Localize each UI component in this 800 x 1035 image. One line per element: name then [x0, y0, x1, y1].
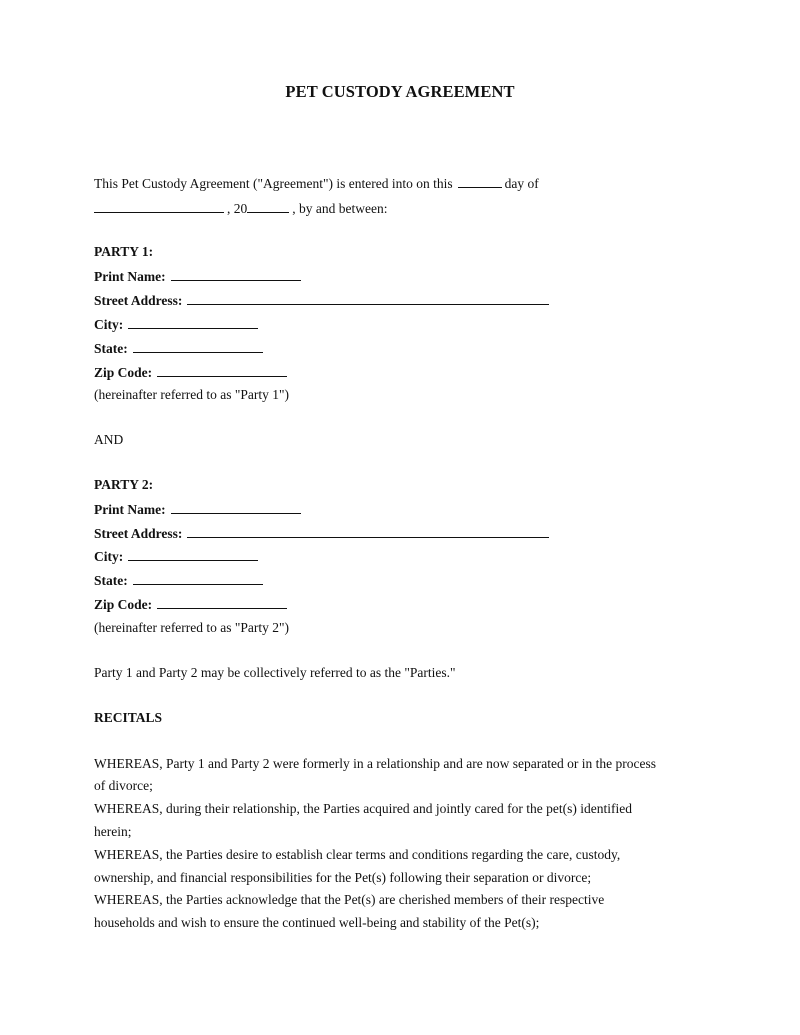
collective-statement: Party 1 and Party 2 may be collectively referred to as the "Parties." [94, 665, 456, 680]
day-blank[interactable] [458, 174, 502, 188]
party2-print-name-field[interactable] [171, 500, 301, 514]
party2-zip-field[interactable] [157, 595, 287, 609]
party2-city-field[interactable] [128, 547, 258, 561]
party1-city-row [94, 315, 261, 334]
intro-text-1: This Pet Custody Agreement ("Agreement") is entered into on this [94, 176, 453, 191]
year-blank[interactable] [247, 199, 289, 213]
recital-line: WHEREAS, Party 1 and Party 2 were formerly in a relationship and are now separated or in the process [94, 756, 656, 771]
intro-text-2: day of [504, 176, 539, 191]
intro-line-2 [94, 199, 387, 218]
party2-referral: (hereinafter referred to as "Party 2") [94, 620, 290, 635]
party1-referral: (hereinafter referred to as "Party 1") [94, 387, 290, 402]
recital-line: WHEREAS, the Parties desire to establish clear terms and conditions regarding the care, custody, [94, 847, 621, 862]
and-text: AND [94, 432, 124, 447]
party1-print-name-label: Print Name: [94, 269, 166, 284]
recital-line: of divorce; [94, 778, 153, 793]
party2-city-row [94, 547, 261, 566]
party2-print-name-label: Print Name: [94, 502, 166, 517]
party2-state-row [94, 571, 266, 590]
recital-line: WHEREAS, during their relationship, the Parties acquired and jointly cared for the pet(s) identified [94, 801, 632, 816]
party2-zip-label: Zip Code: [94, 597, 153, 612]
recital-line: ownership, and financial responsibilities for the Pet(s) following their separation or divorce; [94, 870, 592, 885]
party1-city-label: City: [94, 317, 124, 332]
document-title: PET CUSTODY AGREEMENT [285, 82, 515, 101]
recital-line: households and wish to ensure the continued well-being and stability of the Pet(s); [94, 915, 540, 930]
recital-line: herein; [94, 824, 132, 839]
party1-heading: PARTY 1: [94, 244, 154, 259]
party2-street-label: Street Address: [94, 526, 183, 541]
party1-street-label: Street Address: [94, 293, 183, 308]
party1-zip-field[interactable] [157, 363, 287, 377]
party1-city-field[interactable] [128, 315, 258, 329]
party1-state-field[interactable] [133, 339, 263, 353]
party2-state-field[interactable] [133, 571, 263, 585]
intro-text-3: , 20 [227, 201, 248, 216]
party2-street-field[interactable] [187, 524, 549, 538]
party2-state-label: State: [94, 573, 128, 588]
recital-line: WHEREAS, the Parties acknowledge that the Pet(s) are cherished members of their respective [94, 892, 605, 907]
party2-street-row [94, 524, 552, 543]
intro-line-1 [94, 174, 539, 193]
party1-zip-label: Zip Code: [94, 365, 153, 380]
party1-zip-row [94, 363, 290, 382]
party2-print-name-row [94, 500, 304, 519]
intro-text-4: , by and between: [292, 201, 388, 216]
party1-state-label: State: [94, 341, 128, 356]
party2-heading: PARTY 2: [94, 477, 154, 492]
recitals-heading: RECITALS [94, 710, 163, 725]
month-blank[interactable] [94, 199, 224, 213]
party1-state-row [94, 339, 266, 358]
party2-zip-row [94, 595, 290, 614]
party1-street-field[interactable] [187, 291, 549, 305]
party1-print-name-field[interactable] [171, 267, 301, 281]
party2-city-label: City: [94, 549, 124, 564]
party1-street-row [94, 291, 552, 310]
party1-print-name-row [94, 267, 304, 286]
